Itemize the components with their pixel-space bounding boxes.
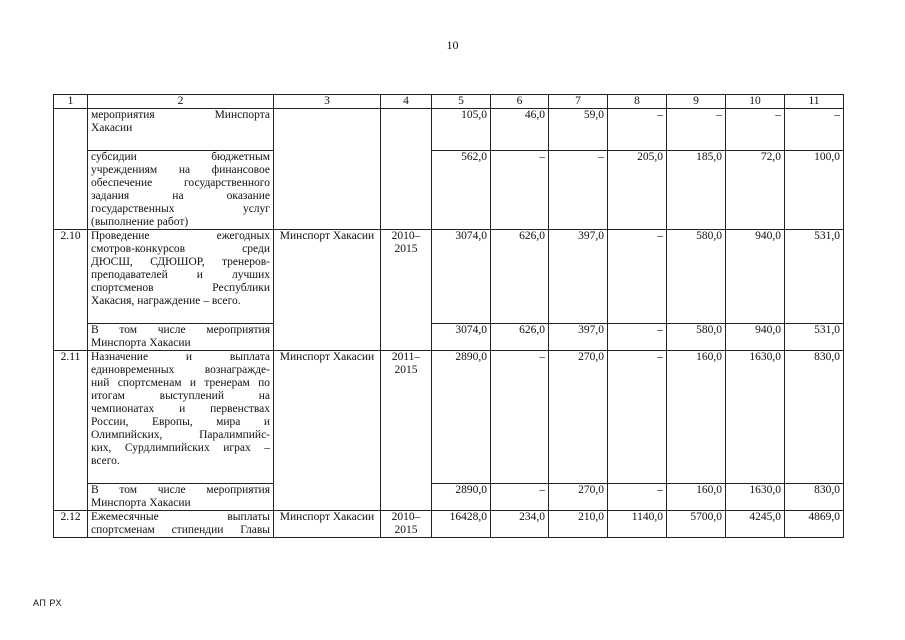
value-cell: 580,0 [667, 230, 726, 324]
description-line: смотров-конкурсов среди [91, 243, 270, 255]
value-cell: – [608, 351, 667, 484]
value-cell: 397,0 [549, 324, 608, 351]
value-cell: 531,0 [785, 324, 844, 351]
table-row [54, 324, 844, 351]
description-line: всего. [91, 455, 120, 467]
value-cell: – [726, 109, 785, 151]
description-line: Ежемесячные выплаты [91, 511, 270, 523]
value-cell: 3074,0 [432, 230, 491, 324]
description-line: обеспечение государственного [91, 177, 270, 189]
value-cell: 1630,0 [726, 484, 785, 511]
value-cell: 205,0 [608, 151, 667, 230]
table-row [54, 109, 844, 151]
description-line: спортсменов Республики [91, 282, 270, 294]
column-header: 6 [491, 95, 549, 109]
description-line: чемпионатах и первенствах [91, 403, 270, 415]
value-cell: 160,0 [667, 484, 726, 511]
table-row [54, 351, 844, 484]
description-line: Назначение и выплата [91, 351, 270, 363]
value-cell: – [491, 151, 549, 230]
value-cell: 185,0 [667, 151, 726, 230]
row-organization [274, 109, 381, 230]
row-description [88, 511, 274, 538]
table-row [54, 484, 844, 511]
value-cell: 1630,0 [726, 351, 785, 484]
value-cell: – [608, 230, 667, 324]
row-description [88, 109, 274, 151]
value-cell: 59,0 [549, 109, 608, 151]
value-cell: 160,0 [667, 351, 726, 484]
description-line: ДЮСШ, СДЮШОР, тренеров- [91, 256, 270, 268]
description-line: Проведение ежегодных [91, 230, 270, 242]
column-header: 4 [381, 95, 432, 109]
value-cell: 626,0 [491, 324, 549, 351]
description-line: Минспорта Хакасии [91, 497, 191, 509]
table-row [54, 230, 844, 324]
value-cell: – [549, 151, 608, 230]
description-line: задания на оказание [91, 190, 270, 202]
value-cell: 4245,0 [726, 511, 785, 538]
value-cell: 5700,0 [667, 511, 726, 538]
table-row [54, 511, 844, 538]
value-cell: 270,0 [549, 351, 608, 484]
value-cell: 1140,0 [608, 511, 667, 538]
description-line: учреждениям на финансовое [91, 164, 270, 176]
value-cell: – [491, 484, 549, 511]
value-cell: 830,0 [785, 484, 844, 511]
value-cell: 940,0 [726, 230, 785, 324]
row-description [88, 324, 274, 351]
value-cell: 2890,0 [432, 484, 491, 511]
column-header: 8 [608, 95, 667, 109]
value-cell: – [608, 484, 667, 511]
description-line: (выполнение работ) [91, 216, 189, 228]
description-line: единовременных вознагражде- [91, 364, 270, 376]
description-line: мероприятия Минспорта [91, 109, 270, 121]
value-cell: 4869,0 [785, 511, 844, 538]
description-line: В том числе мероприятия [91, 484, 270, 496]
description-line: Олимпийских, Паралимпийс- [91, 429, 270, 441]
description-line: ких, Сурдлимпийских играх – [91, 442, 270, 454]
value-cell: 100,0 [785, 151, 844, 230]
value-cell: 3074,0 [432, 324, 491, 351]
column-header: 10 [726, 95, 785, 109]
row-description [88, 230, 274, 324]
column-header: 1 [54, 95, 88, 109]
description-line: государственных услуг [91, 203, 270, 215]
value-cell: 580,0 [667, 324, 726, 351]
description-line: Хакасии [91, 122, 133, 134]
footer-stamp: АП РХ [33, 598, 62, 608]
value-cell: – [608, 324, 667, 351]
description-line: итогам выступлений на [91, 390, 270, 402]
row-number: 2.11 [54, 351, 88, 511]
description-line: субсидии бюджетным [91, 151, 270, 163]
row-description [88, 151, 274, 230]
column-header: 11 [785, 95, 844, 109]
column-header: 7 [549, 95, 608, 109]
value-cell: 72,0 [726, 151, 785, 230]
description-line: В том числе мероприятия [91, 324, 270, 336]
column-header: 5 [432, 95, 491, 109]
value-cell: 940,0 [726, 324, 785, 351]
description-line: спортсменам стипендии Главы [91, 524, 270, 536]
value-cell: 2890,0 [432, 351, 491, 484]
table-header-row [54, 95, 844, 109]
row-organization: Минспорт Хакасии [274, 511, 381, 538]
value-cell: 562,0 [432, 151, 491, 230]
value-cell: 105,0 [432, 109, 491, 151]
column-header: 9 [667, 95, 726, 109]
description-line: России, Европы, мира и [91, 416, 270, 428]
row-description [88, 351, 274, 484]
page-number: 10 [446, 38, 459, 52]
value-cell: 531,0 [785, 230, 844, 324]
value-cell: 830,0 [785, 351, 844, 484]
description-line: Хакасия, награждение – всего. [91, 295, 241, 307]
column-header: 3 [274, 95, 381, 109]
value-cell: 626,0 [491, 230, 549, 324]
value-cell: 16428,0 [432, 511, 491, 538]
row-number: 2.10 [54, 230, 88, 351]
column-header: 2 [88, 95, 274, 109]
row-period: 2010–2015 [381, 511, 432, 538]
row-period: 2011–2015 [381, 351, 432, 511]
row-organization: Минспорт Хакасии [274, 230, 381, 351]
value-cell: – [667, 109, 726, 151]
value-cell: – [608, 109, 667, 151]
value-cell: 46,0 [491, 109, 549, 151]
value-cell: 397,0 [549, 230, 608, 324]
row-description [88, 484, 274, 511]
row-organization: Минспорт Хакасии [274, 351, 381, 511]
table-row [54, 151, 844, 230]
value-cell: – [785, 109, 844, 151]
value-cell: 270,0 [549, 484, 608, 511]
row-period: 2010–2015 [381, 230, 432, 351]
description-line: Минспорта Хакасии [91, 337, 191, 349]
value-cell: 210,0 [549, 511, 608, 538]
description-line: ний спортсменам и тренерам по [91, 377, 270, 389]
row-period [381, 109, 432, 230]
budget-table [53, 94, 844, 538]
row-number: 2.12 [54, 511, 88, 538]
row-number [54, 109, 88, 230]
value-cell: – [491, 351, 549, 484]
description-line: преподавателей и лучших [91, 269, 270, 281]
value-cell: 234,0 [491, 511, 549, 538]
